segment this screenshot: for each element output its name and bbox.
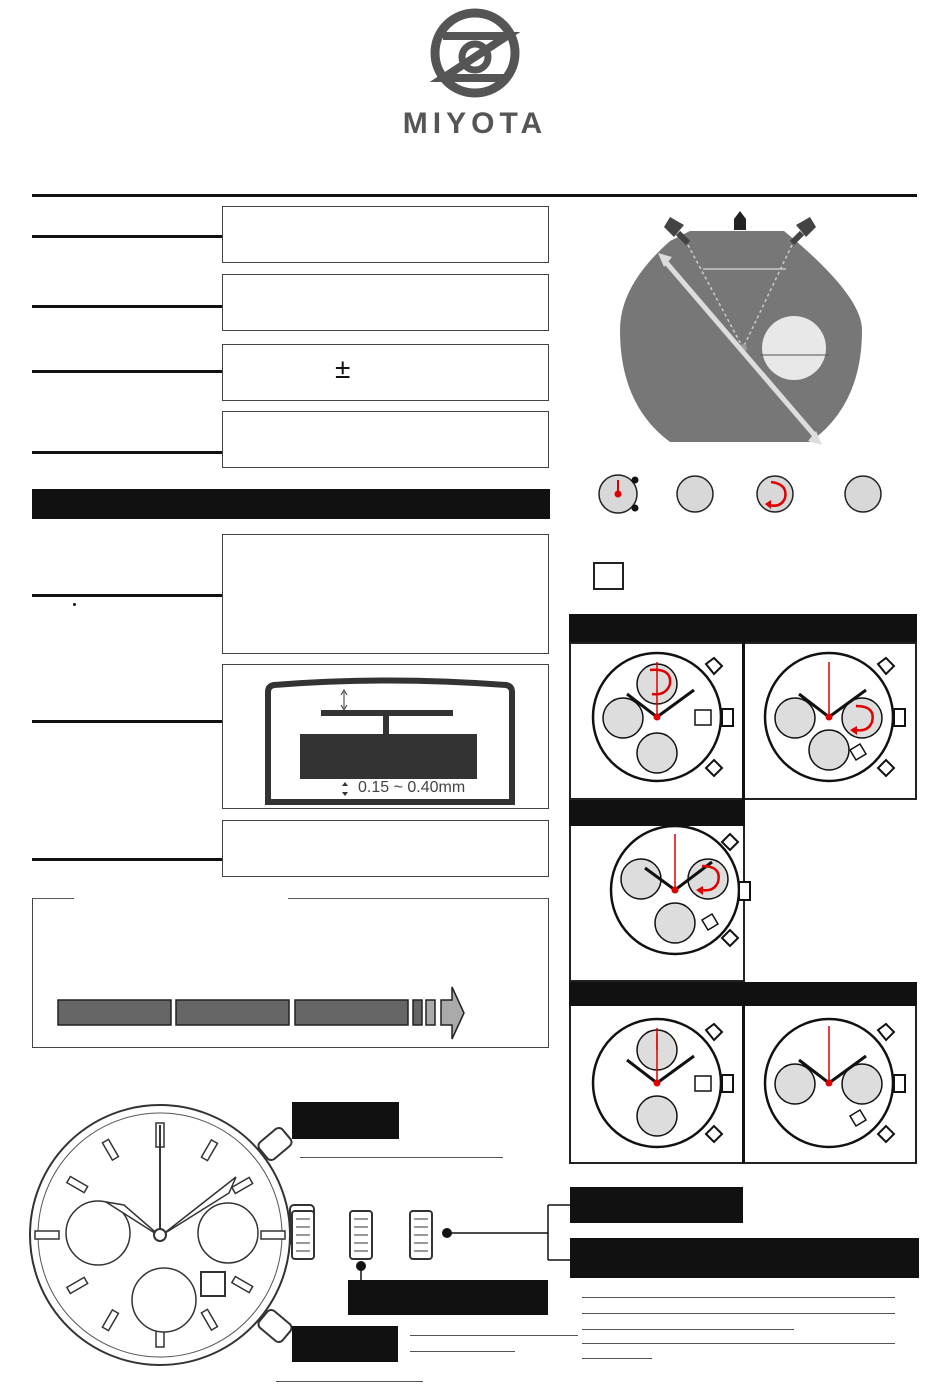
label-block-4 <box>348 1280 548 1315</box>
power-reserve-top-right <box>288 898 549 899</box>
spec-row-line-3 <box>32 370 222 373</box>
header-rule <box>32 194 917 197</box>
note-line-2 <box>410 1351 515 1352</box>
note-line-3 <box>276 1381 423 1382</box>
section-header-bar <box>32 489 550 519</box>
note-line-7 <box>582 1343 895 1344</box>
dial-grid-divider-3 <box>742 1006 745 1164</box>
dial-diagram-1 <box>590 650 740 790</box>
miyota-logo-icon <box>425 6 525 106</box>
note-line-8 <box>582 1358 652 1359</box>
spec-row-line-2 <box>32 305 222 308</box>
note-line-4 <box>582 1297 895 1298</box>
dial-diagram-5 <box>762 1016 912 1156</box>
crown-gap-label: 0.15 ~ 0.40mm <box>358 779 466 796</box>
spec-value-box-7 <box>222 820 549 877</box>
note-line-6 <box>582 1329 794 1330</box>
label-block-5 <box>292 1326 398 1362</box>
spec-row-line-5 <box>32 594 222 597</box>
dial-diagram-4 <box>590 1016 740 1156</box>
spec-value-box-4 <box>222 411 549 468</box>
dial-grid-divider-1 <box>742 614 745 800</box>
note-line-1 <box>410 1335 578 1336</box>
tolerance-symbol: ± <box>335 353 351 384</box>
dial-diagram-3 <box>608 826 758 966</box>
date-window-legend <box>593 562 624 590</box>
connector-lines <box>450 1200 580 1270</box>
function-icons-row <box>595 472 885 516</box>
brand-name: MIYOTA <box>402 107 548 140</box>
bullet-dot <box>73 603 76 606</box>
label-block-1 <box>292 1102 399 1139</box>
dial-diagram-2 <box>762 650 912 790</box>
spec-row-line-7 <box>32 858 222 861</box>
dial-grid-header-2 <box>569 800 745 826</box>
note-line-5 <box>582 1313 895 1314</box>
spec-row-line-4 <box>32 451 222 454</box>
label-underline-1 <box>300 1157 503 1158</box>
dial-grid-header-3 <box>569 982 917 1006</box>
spec-value-box-5 <box>222 534 549 654</box>
label-block-3 <box>570 1238 919 1278</box>
power-reserve-top-left <box>32 898 74 899</box>
spec-value-box-3 <box>222 344 549 401</box>
spec-row-line-1 <box>32 235 222 238</box>
chronograph-watch-illustration <box>28 1095 328 1375</box>
movement-dimension-diagram <box>600 205 880 465</box>
spec-value-box-1 <box>222 206 549 263</box>
label-block-2 <box>570 1187 743 1223</box>
power-reserve-bar <box>56 985 466 1043</box>
spec-row-line-6 <box>32 720 222 723</box>
spec-value-box-2 <box>222 274 549 331</box>
crown-positions-diagram <box>290 1205 460 1285</box>
